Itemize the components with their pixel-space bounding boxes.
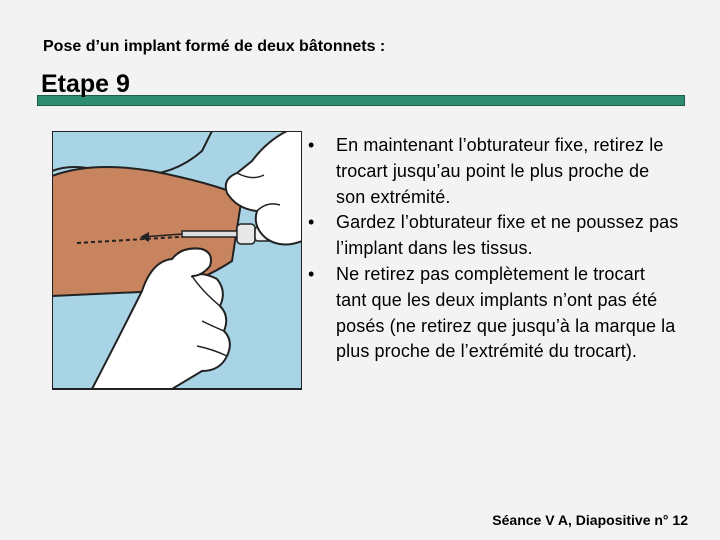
trocar-needle xyxy=(182,231,242,237)
bullet-marker: • xyxy=(308,135,315,155)
instruction-item xyxy=(308,133,680,210)
slide-title: Etape 9 xyxy=(41,70,130,98)
slide-footer: Séance V A, Diapositive n° 12 xyxy=(492,512,688,528)
instruction-list xyxy=(308,133,680,365)
instruction-text: Gardez l’obturateur fixe et ne poussez pas l’implant dans les tissus. xyxy=(336,212,679,259)
instruction-item xyxy=(308,262,680,365)
slide-subtitle: Pose d’un implant formé de deux bâtonnets : xyxy=(43,38,386,55)
instruction-text: En maintenant l’obturateur fixe, retirez le trocart jusqu’au point le plus proche de son extrémité. xyxy=(336,135,664,207)
trocar-hub xyxy=(237,224,255,244)
bullet-marker: • xyxy=(308,212,315,233)
instruction-text: Ne retirez pas complètement le trocart tant que les deux implants n’ont pas été posés (ne retirez que jusqu’à la marque la plus proche de l’extrémité du trocart). xyxy=(336,263,676,362)
implant-insertion-illustration xyxy=(52,131,302,391)
instruction-item xyxy=(308,210,680,262)
title-underline-bar xyxy=(37,95,685,106)
bullet-marker: • xyxy=(308,263,315,284)
